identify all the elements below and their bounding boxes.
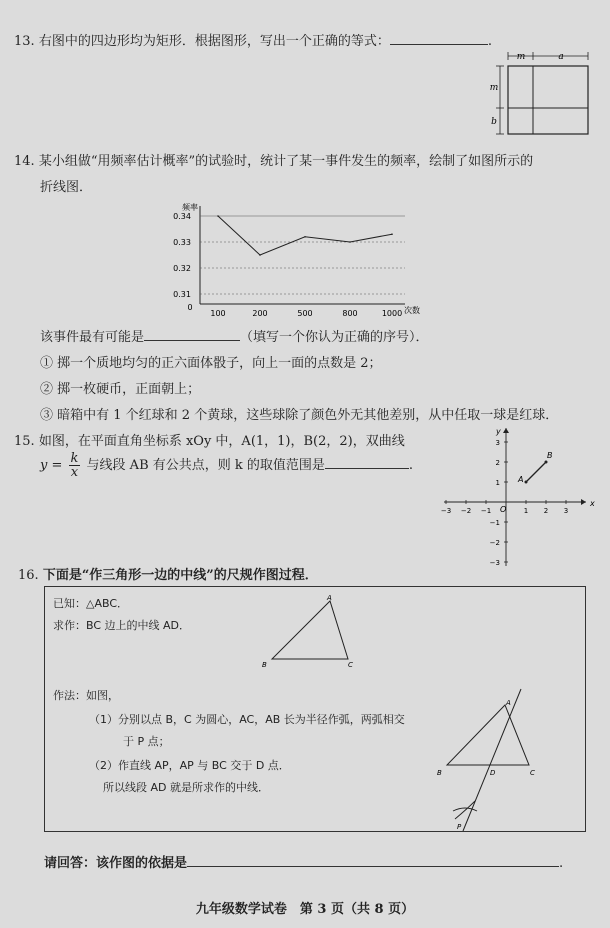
chart-y-tick: 0.33 xyxy=(173,238,191,247)
q16-triangle-construction xyxy=(435,687,555,833)
chart-x-tick: 800 xyxy=(342,309,358,318)
q15-text-line2: 与线段 AB 有公共点，则 k 的取值范围是 xyxy=(86,458,325,473)
chart-data-point xyxy=(391,233,393,235)
q15-frac-num: k xyxy=(70,451,79,466)
q14-text-line2: 折线图． xyxy=(40,180,93,195)
q15-point-b xyxy=(545,461,548,464)
q14-answer-hint: （填写一个你认为正确的序号）． xyxy=(240,330,429,345)
q15-x-tick: −3 xyxy=(440,507,452,515)
q16-stem xyxy=(18,564,318,583)
q15-origin: O xyxy=(500,505,507,514)
chart-data-point xyxy=(217,215,219,217)
q15-y-tick: −2 xyxy=(489,539,500,547)
q16-step1b: 于 P 点； xyxy=(123,735,170,748)
q16-number: 16. xyxy=(18,568,39,583)
q15-stem-line2: y = $\frac{k}{x}$ 与线段 AB 有公共点，则 k 的取值范围是 . xyxy=(40,451,414,480)
q16-tri1-c: C xyxy=(348,661,353,669)
q14-line-chart xyxy=(160,198,425,323)
q15-y-label: y xyxy=(496,427,501,436)
q16-find: 求作：BC 边上的中线 AD． xyxy=(53,619,191,632)
q16-title: 下面是“作三角形一边的中线”的尺规作图过程． xyxy=(42,568,318,583)
q15-y-equals: y = xyxy=(40,458,63,473)
q15-x-tick: 2 xyxy=(543,507,549,515)
q15-y-tick: 1 xyxy=(495,479,500,487)
chart-data-point xyxy=(304,236,306,238)
q16-line-ap xyxy=(463,689,521,831)
q16-tri1-a: A xyxy=(327,594,332,602)
q16-tri2-b: B xyxy=(437,769,442,777)
q15-y-tick: 3 xyxy=(495,439,500,447)
chart-y-tick: 0.32 xyxy=(173,264,191,273)
chart-y-tick: 0.34 xyxy=(173,212,191,221)
q13-label-m-left: m xyxy=(489,83,499,93)
q15-frac-den: x xyxy=(70,465,79,480)
q13-rectangle-figure xyxy=(488,48,600,144)
q13-stem: 13. 右图中的四边形均为矩形．根据图形，写出一个正确的等式： . xyxy=(14,34,492,49)
q15-x-tick: −2 xyxy=(460,507,472,515)
q14-stem-line1 xyxy=(14,150,533,169)
chart-x-tick: 100 xyxy=(210,309,226,318)
q15-stem-line1 xyxy=(14,430,405,449)
chart-data-point xyxy=(349,241,351,243)
q15-x-tick: 1 xyxy=(523,507,529,515)
q16-construction-box xyxy=(44,586,586,832)
chart-data-point xyxy=(259,254,261,256)
q14-option-3: ③ 暗箱中有 1 个红球和 2 个黄球，这些球除了颜色外无其他差别，从中任取一球是红球． xyxy=(40,408,559,423)
q16-answer-line: 请回答：该作图的依据是 . xyxy=(44,856,564,871)
q14-number: 14. xyxy=(14,154,35,169)
q16-tri1-b: B xyxy=(262,661,267,669)
chart-series-line xyxy=(218,216,392,255)
chart-origin-label: 0 xyxy=(187,303,193,312)
chart-x-tick: 1000 xyxy=(381,309,403,318)
q15-number: 15. xyxy=(14,434,35,449)
q15-coordinate-plane xyxy=(436,422,596,570)
chart-x-tick: 200 xyxy=(252,309,268,318)
q16-conclusion: 所以线段 AD 就是所求作的中线． xyxy=(103,781,269,794)
q16-tri2-a: A xyxy=(506,699,511,707)
q15-x-tick: −1 xyxy=(480,507,492,515)
q16-known: 已知：△ABC． xyxy=(53,597,129,610)
chart-x-tick: 500 xyxy=(297,309,313,318)
q13-label-b-left: b xyxy=(491,117,497,127)
q16-method: 作法：如图， xyxy=(53,689,119,702)
q13-text: 右图中的四边形均为矩形．根据图形，写出一个正确的等式： xyxy=(38,34,390,49)
q15-y-tick: −3 xyxy=(489,559,500,567)
q14-text-line1: 某小组做“用频率估计概率”的试验时，统计了某一事件发生的频率，绘制了如图所示的 xyxy=(38,154,534,169)
q13-answer-blank[interactable] xyxy=(390,44,488,45)
q14-option-2: ② 掷一枚硬币，正面朝上； xyxy=(40,382,201,397)
q14-answer-blank[interactable] xyxy=(144,340,240,341)
q16-step2: （2）作直线 AP，AP 与 BC 交于 D 点． xyxy=(89,759,290,772)
q16-tri2-c: C xyxy=(530,769,535,777)
q15-x-label: x xyxy=(590,499,595,508)
q14-option-1: ① 掷一个质地均匀的正六面体骰子，向上一面的点数是 2； xyxy=(40,356,382,371)
q16-step1a: （1）分别以点 B，C 为圆心，AC，AB 长为半径作弧，两弧相交 xyxy=(89,713,405,726)
q16-tri2-d: D xyxy=(490,769,496,777)
q16-triangle-given xyxy=(230,591,360,671)
q16-answer-prompt: 请回答：该作图的依据是 xyxy=(44,856,188,871)
q15-text-line1: 如图，在平面直角坐标系 xOy 中，A(1，1)，B(2，2)，双曲线 xyxy=(38,434,405,449)
q15-point-a xyxy=(525,481,528,484)
q14-answer-prefix: 该事件最有可能是 xyxy=(40,330,145,345)
q13-number: 13. xyxy=(14,34,35,49)
chart-x-label: 次数 xyxy=(404,306,420,315)
q15-y-tick: −1 xyxy=(489,519,500,527)
q15-x-tick: 3 xyxy=(563,507,569,515)
q15-label-a: A xyxy=(518,475,524,484)
q13-label-a-top: a xyxy=(558,52,564,62)
q16-tri2-p: P xyxy=(457,823,462,831)
q16-answer-blank[interactable] xyxy=(187,866,559,867)
chart-y-label: 频率 xyxy=(182,203,198,212)
q15-y-tick: 2 xyxy=(495,459,500,467)
q15-label-b: B xyxy=(547,451,553,460)
chart-y-tick: 0.31 xyxy=(173,290,191,299)
q15-answer-blank[interactable] xyxy=(325,468,409,469)
q14-answer-line xyxy=(40,326,429,345)
q15-fraction xyxy=(69,452,81,479)
page-footer: 九年级数学试卷 第 3 页（共 8 页） xyxy=(195,902,415,917)
q15-segment-ab xyxy=(526,462,546,482)
q13-label-m-top: m xyxy=(516,52,526,62)
